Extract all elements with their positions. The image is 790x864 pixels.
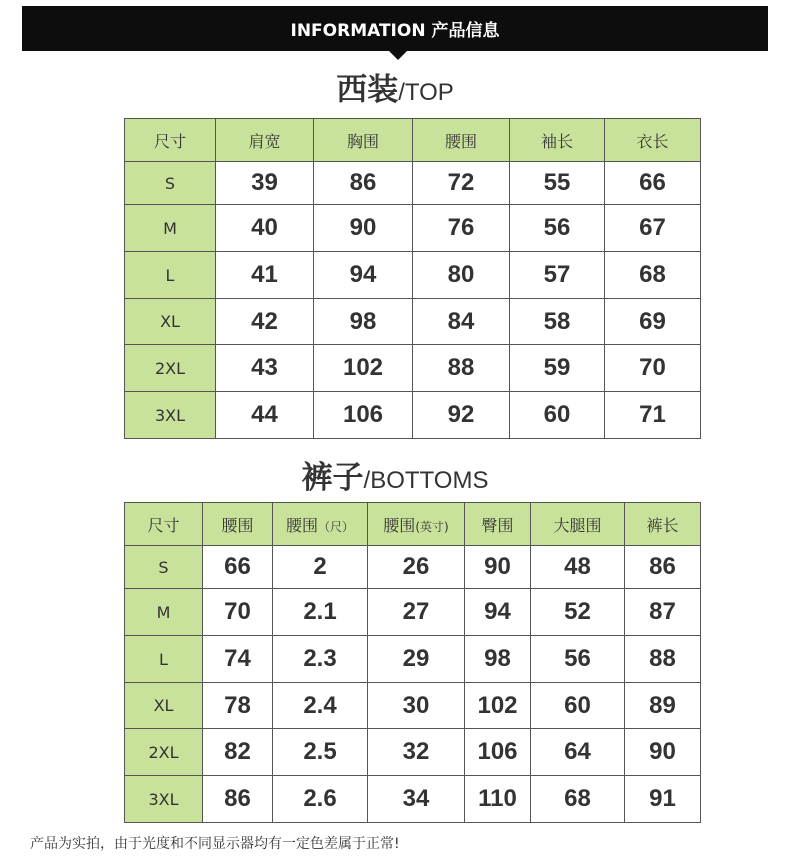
top-size-row xyxy=(125,205,701,252)
bottoms-measure-cell: 90 xyxy=(465,546,531,589)
top-header-cell: 肩宽 xyxy=(216,119,314,162)
top-measure-cell: 86 xyxy=(314,162,413,205)
top-size-row xyxy=(125,345,701,392)
top-measure-cell: 43 xyxy=(216,345,314,392)
top-measure-cell: 44 xyxy=(216,392,314,439)
bottoms-measure-cell: 90 xyxy=(625,729,701,776)
bottoms-size-row xyxy=(125,589,701,636)
bottoms-measure-cell: 82 xyxy=(203,729,273,776)
top-measure-cell: 58 xyxy=(510,299,605,345)
top-measure-cell: 70 xyxy=(605,345,701,392)
bottoms-measure-cell: 60 xyxy=(531,683,625,729)
top-size-row xyxy=(125,299,701,345)
bottoms-measure-cell: 52 xyxy=(531,589,625,636)
bottoms-measure-cell: 94 xyxy=(465,589,531,636)
bottoms-header-main: 腰围 xyxy=(285,515,318,535)
bottoms-size-label: 2XL xyxy=(125,729,203,776)
bottoms-measure-cell: 86 xyxy=(203,776,273,823)
bottoms-header-cell xyxy=(465,503,531,546)
top-header-cell: 胸围 xyxy=(314,119,413,162)
bottoms-size-table xyxy=(124,502,701,823)
top-measure-cell: 94 xyxy=(314,252,413,299)
top-measure-cell: 71 xyxy=(605,392,701,439)
bottoms-header-unit: （尺） xyxy=(318,519,355,534)
bottoms-header-main: 腰围 xyxy=(221,515,254,535)
top-header-row xyxy=(125,119,701,162)
top-measure-cell: 68 xyxy=(605,252,701,299)
top-measure-cell: 84 xyxy=(413,299,510,345)
bottoms-measure-cell: 68 xyxy=(531,776,625,823)
bottoms-measure-cell: 102 xyxy=(465,683,531,729)
banner-notch xyxy=(388,50,408,60)
top-title-zh: 西装 xyxy=(336,72,399,108)
bottoms-measure-cell: 2.4 xyxy=(273,683,368,729)
top-size-label: L xyxy=(125,252,216,299)
bottoms-size-row xyxy=(125,729,701,776)
top-measure-cell: 102 xyxy=(314,345,413,392)
bottoms-measure-cell: 87 xyxy=(625,589,701,636)
bottoms-measure-cell: 86 xyxy=(625,546,701,589)
top-measure-cell: 80 xyxy=(413,252,510,299)
top-measure-cell: 59 xyxy=(510,345,605,392)
bottoms-size-label: L xyxy=(125,636,203,683)
bottoms-measure-cell: 27 xyxy=(368,589,465,636)
bottoms-size-row xyxy=(125,636,701,683)
top-size-label: 2XL xyxy=(125,345,216,392)
bottoms-header-main: 尺寸 xyxy=(147,515,180,535)
top-size-row xyxy=(125,392,701,439)
bottoms-measure-cell: 70 xyxy=(203,589,273,636)
top-header-cell: 袖长 xyxy=(510,119,605,162)
bottoms-size-label: 3XL xyxy=(125,776,203,823)
top-measure-cell: 98 xyxy=(314,299,413,345)
bottoms-header-cell xyxy=(531,503,625,546)
top-measure-cell: 41 xyxy=(216,252,314,299)
top-measure-cell: 39 xyxy=(216,162,314,205)
bottoms-measure-cell: 91 xyxy=(625,776,701,823)
bottoms-measure-cell: 2.1 xyxy=(273,589,368,636)
bottoms-measure-cell: 56 xyxy=(531,636,625,683)
bottoms-header-main: 大腿围 xyxy=(553,515,602,535)
bottoms-size-row xyxy=(125,776,701,823)
top-measure-cell: 72 xyxy=(413,162,510,205)
top-measure-cell: 92 xyxy=(413,392,510,439)
bottoms-size-label: XL xyxy=(125,683,203,729)
bottoms-header-main: 臀围 xyxy=(481,515,514,535)
bottoms-measure-cell: 110 xyxy=(465,776,531,823)
bottoms-measure-cell: 2.5 xyxy=(273,729,368,776)
bottoms-header-unit: (英寸) xyxy=(415,519,449,534)
top-measure-cell: 76 xyxy=(413,205,510,252)
bottoms-measure-cell: 89 xyxy=(625,683,701,729)
top-size-row xyxy=(125,252,701,299)
bottoms-size-row xyxy=(125,683,701,729)
top-size-table xyxy=(124,118,701,439)
top-measure-cell: 69 xyxy=(605,299,701,345)
top-measure-cell: 88 xyxy=(413,345,510,392)
top-header-cell: 衣长 xyxy=(605,119,701,162)
bottoms-measure-cell: 34 xyxy=(368,776,465,823)
bottoms-size-label: S xyxy=(125,546,203,589)
top-measure-cell: 42 xyxy=(216,299,314,345)
top-measure-cell: 55 xyxy=(510,162,605,205)
color-disclaimer-note: 产品为实拍，由于光度和不同显示器均有一定色差属于正常! xyxy=(30,836,400,852)
bottoms-measure-cell: 2.6 xyxy=(273,776,368,823)
bottoms-header-cell xyxy=(203,503,273,546)
info-banner xyxy=(22,6,768,51)
top-size-row xyxy=(125,162,701,205)
top-header-cell: 腰围 xyxy=(413,119,510,162)
top-measure-cell: 106 xyxy=(314,392,413,439)
bottoms-section-title xyxy=(0,452,790,497)
bottoms-header-cell xyxy=(125,503,203,546)
top-measure-cell: 57 xyxy=(510,252,605,299)
bottoms-measure-cell: 2 xyxy=(273,546,368,589)
bottoms-measure-cell: 88 xyxy=(625,636,701,683)
bottoms-measure-cell: 64 xyxy=(531,729,625,776)
top-measure-cell: 66 xyxy=(605,162,701,205)
top-measure-cell: 60 xyxy=(510,392,605,439)
top-measure-cell: 40 xyxy=(216,205,314,252)
bottoms-title-zh: 裤子 xyxy=(301,460,364,496)
bottoms-measure-cell: 66 xyxy=(203,546,273,589)
top-measure-cell: 56 xyxy=(510,205,605,252)
bottoms-measure-cell: 74 xyxy=(203,636,273,683)
bottoms-header-cell xyxy=(273,503,368,546)
bottoms-title-en: /BOTTOMS xyxy=(363,467,489,494)
top-size-label: XL xyxy=(125,299,216,345)
bottoms-header-main: 裤长 xyxy=(646,515,679,535)
bottoms-header-main: 腰围 xyxy=(383,515,416,535)
bottoms-measure-cell: 32 xyxy=(368,729,465,776)
top-measure-cell: 90 xyxy=(314,205,413,252)
bottoms-measure-cell: 78 xyxy=(203,683,273,729)
top-title-en: /TOP xyxy=(398,79,454,106)
top-size-label: M xyxy=(125,205,216,252)
bottoms-header-cell xyxy=(625,503,701,546)
top-measure-cell: 67 xyxy=(605,205,701,252)
top-size-label: S xyxy=(125,162,216,205)
bottoms-measure-cell: 98 xyxy=(465,636,531,683)
bottoms-measure-cell: 26 xyxy=(368,546,465,589)
bottoms-size-row xyxy=(125,546,701,589)
top-section-title xyxy=(0,64,790,109)
bottoms-header-row xyxy=(125,503,701,546)
banner-text: INFORMATION 产品信息 xyxy=(290,21,500,41)
bottoms-measure-cell: 29 xyxy=(368,636,465,683)
top-size-label: 3XL xyxy=(125,392,216,439)
bottoms-measure-cell: 30 xyxy=(368,683,465,729)
bottoms-measure-cell: 48 xyxy=(531,546,625,589)
top-header-cell: 尺寸 xyxy=(125,119,216,162)
bottoms-measure-cell: 106 xyxy=(465,729,531,776)
bottoms-header-cell xyxy=(368,503,465,546)
bottoms-size-label: M xyxy=(125,589,203,636)
bottoms-measure-cell: 2.3 xyxy=(273,636,368,683)
